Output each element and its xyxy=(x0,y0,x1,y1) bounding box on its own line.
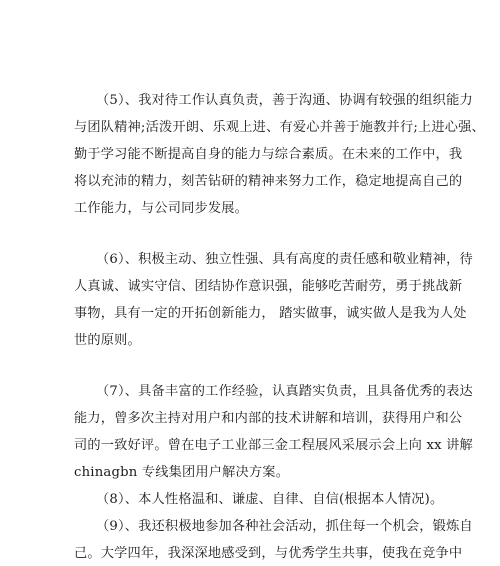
paragraph-line: 与团队精神;活泼开朗、乐观上进、有爱心并善于施教并行;上进心强、 xyxy=(74,120,485,135)
paragraph-line: 人真诚、诚实守信、团结协作意识强，能够吃苦耐劳，勇于挑战新 xyxy=(74,279,463,294)
paragraph-line: 工作能力，与公司同步发展。 xyxy=(74,201,249,216)
paragraph-line: （7）、具备丰富的工作经验，认真踏实负责，且具备优秀的表达 xyxy=(96,384,473,399)
paragraph-line: 将以充沛的精力，刻苦钻研的精神来努力工作，稳定地提高自己的 xyxy=(74,174,463,189)
paragraph-line: 能力，曾多次主持对用户和内部的技术讲解和培训，获得用户和公 xyxy=(74,411,463,426)
paragraph-line: 己。大学四年，我深深地感受到，与优秀学生共事，使我在竞争中 xyxy=(74,546,463,561)
paragraph-line: （9）、我还积极地参加各种社会活动，抓住每一个机会，锻炼自 xyxy=(96,519,473,534)
paragraph-line: 司的一致好评。曾在电子工业部三金工程展风采展示会上向 xx 讲解 xyxy=(74,438,473,453)
paragraph-line: 世的原则。 xyxy=(74,333,141,348)
paragraph-line: （6）、积极主动、独立性强、具有高度的责任感和敬业精神，待 xyxy=(96,252,473,267)
paragraph-line: chinagbn 专线集团用户解决方案。 xyxy=(74,465,290,480)
paragraph-line: （8）、本人性格温和、谦虚、自律、自信(根据本人情况)。 xyxy=(96,492,444,507)
paragraph-line: 事物，具有一定的开拓创新能力， 踏实做事，诚实做人是我为人处 xyxy=(74,306,467,321)
paragraph-line: （5）、我对待工作认真负责，善于沟通、协调有较强的组织能力 xyxy=(96,93,473,108)
paragraph-line: 勤于学习能不断提高自身的能力与综合素质。在未来的工作中，我 xyxy=(74,147,463,162)
